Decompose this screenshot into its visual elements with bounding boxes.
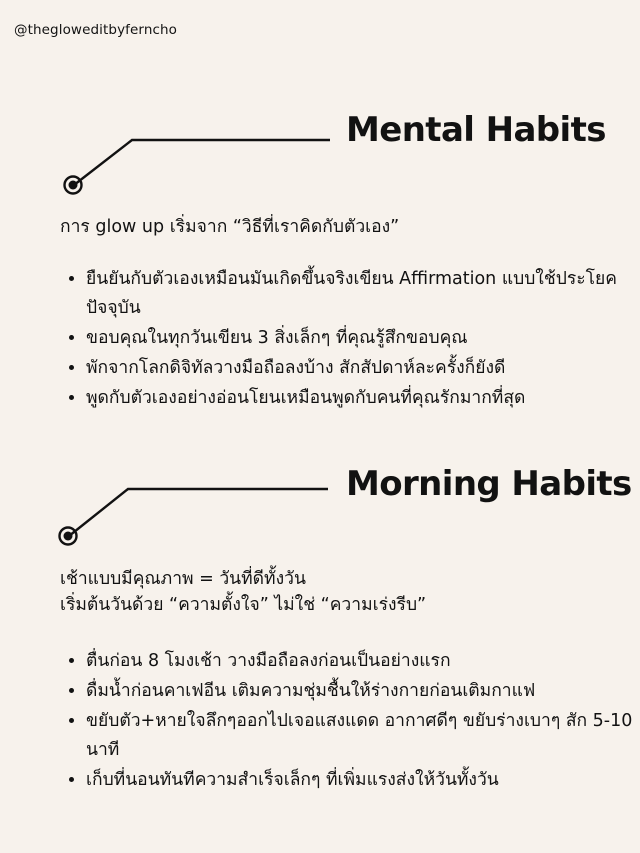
list-item: • ยืนยันกับตัวเองเหมือนมันเกิดขึ้นจริงเขียน Affirmation แบบใช้ประโยคปัจจุบัน xyxy=(86,264,640,323)
mental-habits-list xyxy=(60,264,640,413)
account-handle: @thegloweditbyferncho xyxy=(14,22,178,38)
list-item: • ตื่นก่อน 8 โมงเช้า วางมือถือลงก่อนเป็นอย่างแรก xyxy=(86,646,640,676)
list-item: • พูดกับตัวเองอย่างอ่อนโยนเหมือนพูดกับคนที่คุณรักมากที่สุด xyxy=(86,383,640,413)
morning-bullet-icon xyxy=(60,528,77,545)
morning-intro-line: เช้าแบบมีคุณภาพ = วันที่ดีทั้งวัน xyxy=(60,569,306,589)
morning-habits-title: Morning Habits xyxy=(346,464,632,504)
list-item: • ขยับตัว+หายใจลึกๆออกไปเจอแสงแดด อากาศดีๆ ขยับร่างเบาๆ สัก 5-10 นาที xyxy=(86,706,640,765)
morning-habits-list xyxy=(60,646,640,795)
mental-habits-intro xyxy=(60,214,399,240)
mental-habits-title: Mental Habits xyxy=(346,110,606,150)
list-item: • พักจากโลกดิจิทัลวางมือถือลงบ้าง สักสัปดาห์ละครั้งก็ยังดี xyxy=(86,353,640,383)
list-item: • เก็บที่นอนทันทีความสำเร็จเล็กๆ ที่เพิ่มแรงส่งให้วันทั้งวัน xyxy=(86,765,640,795)
morning-habits-intro xyxy=(60,566,426,618)
mental-bullet-icon xyxy=(65,177,82,194)
mental-intro-line: การ glow up เริ่มจาก “วิธีที่เราคิดกับตัวเอง” xyxy=(60,217,400,237)
list-item: • ดื่มน้ำก่อนคาเฟอีน เติมความชุ่มชื้นให้ร่างกายก่อนเติมกาแฟ xyxy=(86,676,640,706)
list-item: • ขอบคุณในทุกวันเขียน 3 สิ่งเล็กๆ ที่คุณรู้สึกขอบคุณ xyxy=(86,323,640,353)
morning-intro-line: เริ่มต้นวันด้วย “ความตั้งใจ” ไม่ใช่ “ความเร่งรีบ” xyxy=(60,595,427,615)
